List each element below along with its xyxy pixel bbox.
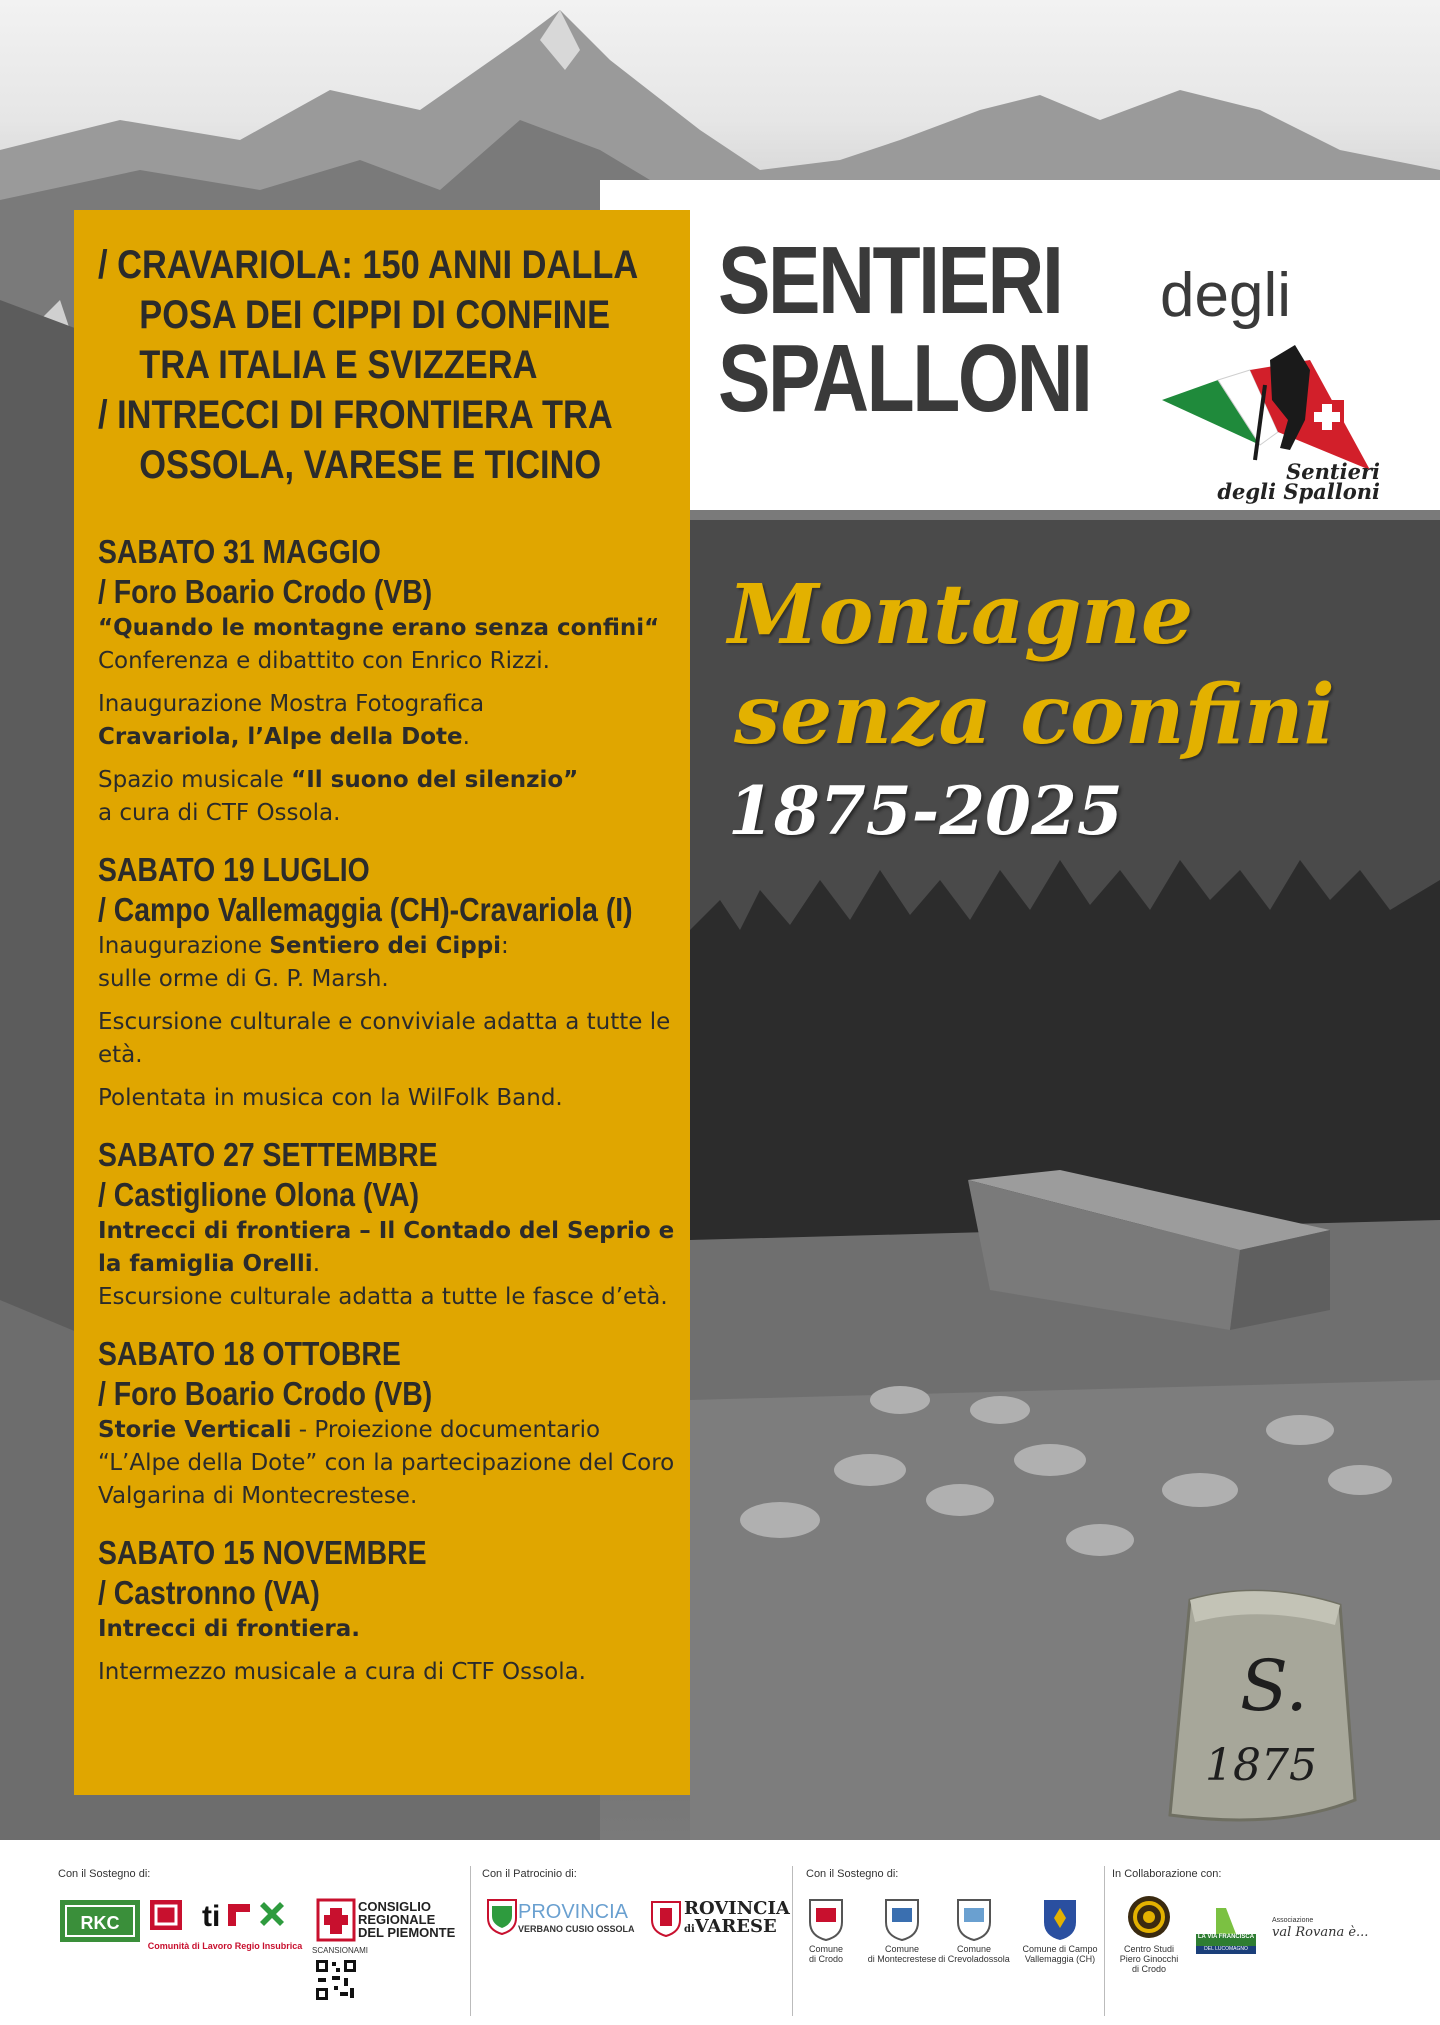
crevoladossola-crest [954,1894,994,1942]
panel-heading [98,240,666,490]
title-degli: degli [1160,261,1291,330]
logo-caption [1160,459,1380,504]
provincia-varese-text [684,1900,794,1939]
comune-label-line: Comune [956,1944,992,1954]
comune-montecrestese-label [864,1944,940,1964]
heading-line-1: / CRAVARIOLA: 150 ANNI DALLA POSA DEI CIPPI DI CONFINE TRA ITALIA E SVIZZERA [98,243,637,387]
event-detail: a cura di CTF Ossola. [98,800,341,826]
consiglio-line-2: REGIONALE [358,1912,436,1927]
event-punct: : [501,933,509,959]
event-highlight: Sentiero dei Cippi [269,933,502,959]
event-detail [98,612,678,645]
consiglio-text [358,1900,458,1939]
event-date: SABATO 19 LUGLIO [98,851,370,888]
comune-campo-label [1018,1944,1102,1964]
title-line-1: SENTIERI [718,227,1062,334]
events-list [98,532,678,1709]
event-detail [98,721,678,754]
consiglio-line-3: DEL PIEMONTE [358,1925,456,1940]
event-highlight: “Il suono del silenzio” [291,767,579,793]
centro-studi-label [1112,1944,1186,1974]
centro-studi-line: Centro Studi [1123,1944,1175,1954]
footer-section-sostegno-2 [806,1868,898,1880]
provincia-varese-line-1: ROVINCIA [684,1898,790,1919]
crodo-crest [806,1894,846,1942]
event-highlight: Cravariola, l’Alpe della Dote [98,724,463,750]
footer-section-collaborazione [1112,1868,1221,1880]
event-place: / Castronno (VA) [98,1574,320,1611]
rkc-logo [60,1896,140,1946]
title-box [600,180,1440,510]
comune-label-line: di Crevoladossola [938,1954,1010,1964]
event-date: SABATO 31 MAGGIO [98,533,381,570]
years: 1875-2025 [728,772,1123,850]
svg-text:RKC: RKC [80,1913,120,1933]
event-place: / Castiglione Olona (VA) [98,1176,420,1213]
comune-crodo-label [794,1944,858,1964]
centro-studi-line: Piero Ginocchi [1119,1954,1179,1964]
title-line-2: SPALLONI [718,325,1091,432]
event-detail [98,764,678,797]
logo-caption-line-1: Sentieri [1286,459,1380,484]
comune-label-line: Vallemaggia (CH) [1024,1954,1096,1964]
footer-divider [1104,1866,1105,2016]
footer-label: In Collaborazione con: [1112,1868,1222,1880]
provincia-varese-crest [648,1898,684,1938]
event-date: SABATO 15 NOVEMBRE [98,1534,427,1571]
provincia-vco-subtext: VERBANO CUSIO OSSOLA [518,1924,635,1934]
event-item [98,1533,678,1689]
event-detail: sulle orme di G. P. Marsh. [98,966,389,992]
footer-label: Con il Sostegno di: [58,1868,151,1880]
footer-divider [792,1866,793,2016]
provincia-varese-di: di [684,1924,695,1935]
comune-label-line: Comune di Campo [1022,1944,1098,1954]
event-text: Spazio musicale [98,767,292,793]
event-detail: Intermezzo musicale a cura di CTF Ossola. [98,1659,586,1685]
event-punct: . [462,724,470,750]
event-text: - Proiezione documentario “L’Alpe della Dote” con la partecipazione del Coro Valgarina di Montecrestese. [98,1417,675,1509]
event-item [98,532,678,830]
footer-section-patrocinio [482,1868,577,1880]
associazione-label: Associazione [1272,1917,1314,1924]
event-item [98,1135,678,1314]
event-detail: Polentata in musica con la WilFolk Band. [98,1085,563,1111]
event-date: SABATO 18 OTTOBRE [98,1335,401,1372]
stone-letter: S. [1240,1645,1308,1727]
event-highlight: Intrecci di frontiera – Il Contado del Seprio e la famiglia Orelli [98,1218,675,1277]
via-francisca-sub: DEL LUCOMAGNO [1204,1946,1248,1952]
event-detail: Escursione culturale adatta a tutte le fasce d’età. [98,1284,668,1310]
event-detail [98,930,678,963]
event-detail: Conferenza e dibattito con Enrico Rizzi. [98,648,550,674]
logo-caption-line-2: degli Spalloni [1217,479,1380,504]
event-highlight: “Quando le montagne erano senza confini“ [98,615,660,641]
footer-label: Con il Sostegno di: [806,1868,899,1880]
events-panel [74,210,690,1795]
event-item [98,850,678,1115]
provincia-vco-crest [484,1896,520,1936]
event-highlight: Storie Verticali [98,1417,292,1443]
comunita-label: Comunità di Lavoro Regio Insubrica [147,1941,303,1951]
footer-divider [470,1866,471,2016]
centro-studi-line: di Crodo [1131,1964,1167,1974]
footer-section-sostegno-1 [58,1868,150,1880]
val-rovana-label: val Rovana è... [1272,1925,1369,1940]
montecrestese-crest [882,1894,922,1942]
svg-text:ti: ti [202,1900,221,1933]
via-francisca-label: LA VIA FRANCISCA [1197,1934,1255,1940]
event-item [98,1334,678,1513]
event-detail: Inaugurazione Mostra Fotografica [98,691,485,717]
script-title-line-2: senza confini [734,667,1335,763]
event-detail: Escursione culturale e conviviale adatta a tutte le età. [98,1009,671,1068]
comune-label-line: Comune [884,1944,920,1954]
campo-vallemaggia-crest [1040,1894,1080,1942]
event-punct: . [312,1251,321,1277]
consiglio-line-1: CONSIGLIO [358,1899,431,1914]
comune-label-line: Comune [808,1944,844,1954]
comune-label-line: di Montecrestese [867,1954,937,1964]
main-title [718,227,1091,432]
script-title [728,565,1335,765]
comune-label-line: di Crodo [808,1954,844,1964]
event-highlight: Intrecci di frontiera. [98,1616,360,1642]
event-place: / Campo Vallemaggia (CH)-Cravariola (I) [98,891,633,928]
event-date: SABATO 27 SETTEMBRE [98,1136,438,1173]
border-stone [1150,1580,1370,1840]
consiglio-piemonte-crest [316,1898,356,1942]
footer [0,1848,1440,2025]
heading-line-2: / INTRECCI DI FRONTIERA TRA OSSOLA, VARESE E TICINO [98,393,612,487]
event-place: / Foro Boario Crodo (VB) [98,1375,433,1412]
event-detail [98,1215,678,1281]
provincia-vco-text: PROVINCIA [518,1901,629,1923]
script-title-line-1: Montagne [728,567,1194,663]
regio-insubrica-logos [150,1898,290,1938]
qr-code-icon[interactable] [314,1958,358,2002]
scansionami-label: SCANSIONAMI [312,1946,369,1955]
provincia-varese-line-2: VARESE [694,1916,777,1937]
event-place: / Foro Boario Crodo (VB) [98,573,433,610]
centro-studi-logo [1126,1894,1172,1940]
stone-year: 1875 [1205,1740,1317,1791]
event-detail [98,1613,678,1646]
footer-label: Con il Patrocinio di: [482,1868,577,1880]
comune-crevoladossola-label [938,1944,1010,1964]
event-text: Inaugurazione [98,933,270,959]
event-detail [98,1414,678,1513]
